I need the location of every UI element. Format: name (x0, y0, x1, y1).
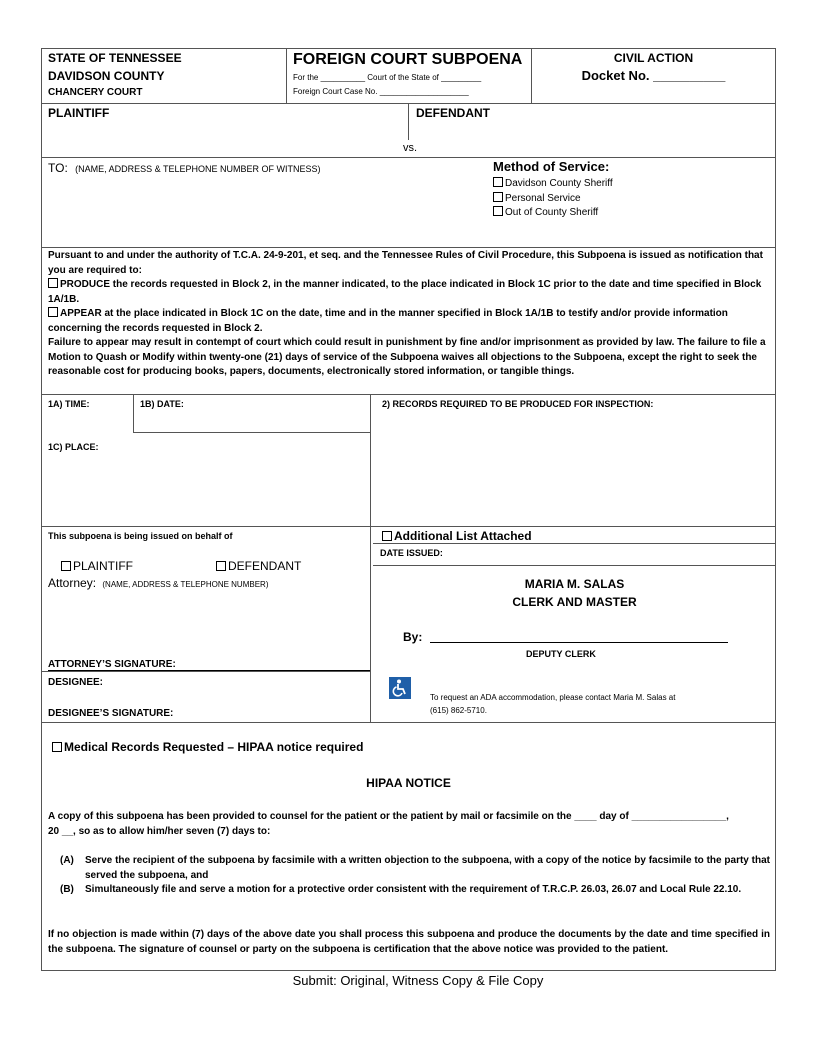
divider (370, 394, 371, 722)
hipaa-copy-line-2: 20 __, so as to allow him/her seven (7) days to: (48, 825, 271, 837)
appear-option[interactable] (48, 307, 770, 336)
medical-records-label: Medical Records Requested – HIPAA notice required (64, 740, 364, 754)
for-the-line[interactable]: For the __________ Court of the State of _________ (293, 73, 482, 82)
ada-line-1: To request an ADA accommodation, please contact Maria M. Salas at (430, 693, 676, 702)
divider (286, 48, 287, 103)
divider (133, 432, 370, 433)
accessibility-icon (389, 677, 411, 699)
checkbox[interactable] (216, 561, 226, 571)
hipaa-item-b-text: Simultaneously file and serve a motion for a protective order consistent with the requirement of T.R.C.P. 26.03, 26.07 and Local Rule 22.10. (85, 884, 742, 895)
designee-signature-field[interactable]: DESIGNEE’S SIGNATURE: (48, 708, 174, 719)
method-option-out-of-county[interactable] (493, 206, 613, 221)
hipaa-item-b-label: (B) (60, 884, 74, 895)
deputy-signature-line[interactable] (430, 642, 728, 643)
checkbox[interactable] (48, 307, 58, 317)
designee-field[interactable]: DESIGNEE: (48, 677, 104, 688)
attorney-label: Attorney: (48, 576, 97, 590)
hipaa-copy-paragraph (48, 810, 770, 839)
by-label: By: (403, 630, 423, 644)
option-label: DEFENDANT (228, 559, 302, 573)
divider (41, 526, 776, 527)
behalf-plaintiff-option[interactable] (61, 559, 133, 573)
no-objection-paragraph: If no objection is made within (7) days of the above date you shall process this subpoena and produce the documents by the date and time specified in the subpoena. The signature of counsel or party on the subpoena is certification that the above notice was provided to the patient. (48, 929, 770, 955)
method-option-davidson[interactable] (493, 177, 613, 192)
divider (41, 247, 776, 248)
authority-paragraph (48, 249, 770, 380)
additional-list-option[interactable] (382, 529, 532, 543)
checkbox[interactable] (61, 561, 71, 571)
defendant-label: DEFENDANT (416, 106, 490, 120)
method-options (493, 177, 613, 221)
date-issued-field[interactable]: DATE ISSUED: (380, 548, 443, 558)
checkbox[interactable] (48, 278, 58, 288)
checkbox[interactable] (382, 531, 392, 541)
additional-list-label: Additional List Attached (394, 529, 532, 543)
court-label: CHANCERY COURT (48, 87, 143, 98)
produce-text: PRODUCE the records requested in Block 2, in the manner indicated, to the place indicated in Block 1C prior to the date and time specified in Block 1A/1B. (48, 279, 762, 305)
behalf-defendant-option[interactable] (216, 559, 301, 573)
hipaa-item-b (60, 883, 770, 898)
method-option-personal[interactable] (493, 192, 613, 207)
form-title: FOREIGN COURT SUBPOENA (293, 51, 523, 68)
clerk-name: MARIA M. SALAS (524, 577, 625, 591)
to-description: (NAME, ADDRESS & TELEPHONE NUMBER OF WITNESS) (75, 164, 321, 174)
divider (373, 565, 776, 566)
clerk-title: CLERK AND MASTER (512, 595, 637, 609)
divider (41, 157, 776, 158)
method-option-label: Personal Service (505, 192, 581, 204)
foreign-case-line[interactable]: Foreign Court Case No. ____________________ (293, 87, 469, 96)
behalf-label: This subpoena is being issued on behalf of (48, 531, 233, 541)
divider (133, 394, 134, 432)
checkbox[interactable] (493, 177, 503, 187)
civil-action-label: CIVIL ACTION (613, 51, 694, 65)
attorney-signature-field[interactable]: ATTORNEY’S SIGNATURE: (48, 659, 370, 671)
ada-notice (430, 691, 675, 717)
checkbox[interactable] (493, 192, 503, 202)
authority-intro: Pursuant to and under the authority of T.C.A. 24-9-201, et seq. and the Tennessee Rules of Civil Procedure, this Subpoena is issued as notification that you are required to: (48, 250, 763, 276)
produce-option[interactable] (48, 278, 770, 307)
method-of-service-title: Method of Service: (493, 159, 610, 174)
versus-label: vs. (403, 142, 418, 154)
date-field[interactable]: 1B) DATE: (140, 399, 184, 409)
divider (373, 543, 776, 544)
hipaa-title: HIPAA NOTICE (366, 776, 451, 790)
deputy-clerk-label: DEPUTY CLERK (526, 649, 596, 659)
failure-text: Failure to appear may result in contempt of court which could result in punishment by fine and/or imprisonment as provided by law. The failure to file a Motion to Quash or Modify within twenty-one (21) days of service of the Subpoena waives all objections to the Subpoena, except the right to seek the reasonable cost for producing books, papers, documents, electronically stored information, or tangible things. (48, 337, 766, 377)
hipaa-copy-line-1: A copy of this subpoena has been provided to counsel for the patient or the patient by mail or facsimile on the ____ day of _________________, (48, 811, 729, 822)
divider (408, 103, 409, 140)
option-label: PLAINTIFF (73, 559, 134, 573)
time-field[interactable]: 1A) TIME: (48, 399, 90, 409)
plaintiff-label: PLAINTIFF (48, 106, 110, 120)
docket-number-field[interactable]: Docket No. __________ (581, 68, 726, 83)
attorney-description: (NAME, ADDRESS & TELEPHONE NUMBER) (102, 580, 269, 589)
checkbox[interactable] (493, 206, 503, 216)
place-field[interactable]: 1C) PLACE: (48, 442, 99, 452)
hipaa-item-a (60, 854, 770, 883)
divider (41, 394, 776, 395)
divider (41, 671, 370, 672)
ada-line-2: (615) 862-5710. (430, 706, 487, 715)
submit-footer: Submit: Original, Witness Copy & File Copy (292, 973, 544, 988)
hipaa-item-a-label: (A) (60, 855, 74, 866)
hipaa-list (60, 854, 770, 898)
medical-records-option[interactable] (52, 740, 363, 754)
county-label: DAVIDSON COUNTY (48, 69, 165, 83)
method-option-label: Davidson County Sheriff (505, 178, 613, 189)
hipaa-item-a-text: Serve the recipient of the subpoena by facsimile with a written objection to the subpoena, with a copy of the notice by facsimile to the party that served the subpoena, and (85, 855, 770, 881)
state-label: STATE OF TENNESSEE (48, 51, 182, 65)
attorney-field[interactable] (48, 576, 268, 590)
to-label-text: TO: (48, 161, 68, 175)
to-label (48, 161, 321, 175)
method-option-label: Out of County Sheriff (505, 207, 599, 218)
divider (41, 722, 776, 723)
appear-text: APPEAR at the place indicated in Block 1C on the date, time and in the manner specified in Block 1A/1B to testify and/or provide information concerning the records requested in Block 2. (48, 308, 728, 334)
checkbox[interactable] (52, 742, 62, 752)
records-field[interactable]: 2) RECORDS REQUIRED TO BE PRODUCED FOR INSPECTION: (382, 399, 654, 409)
